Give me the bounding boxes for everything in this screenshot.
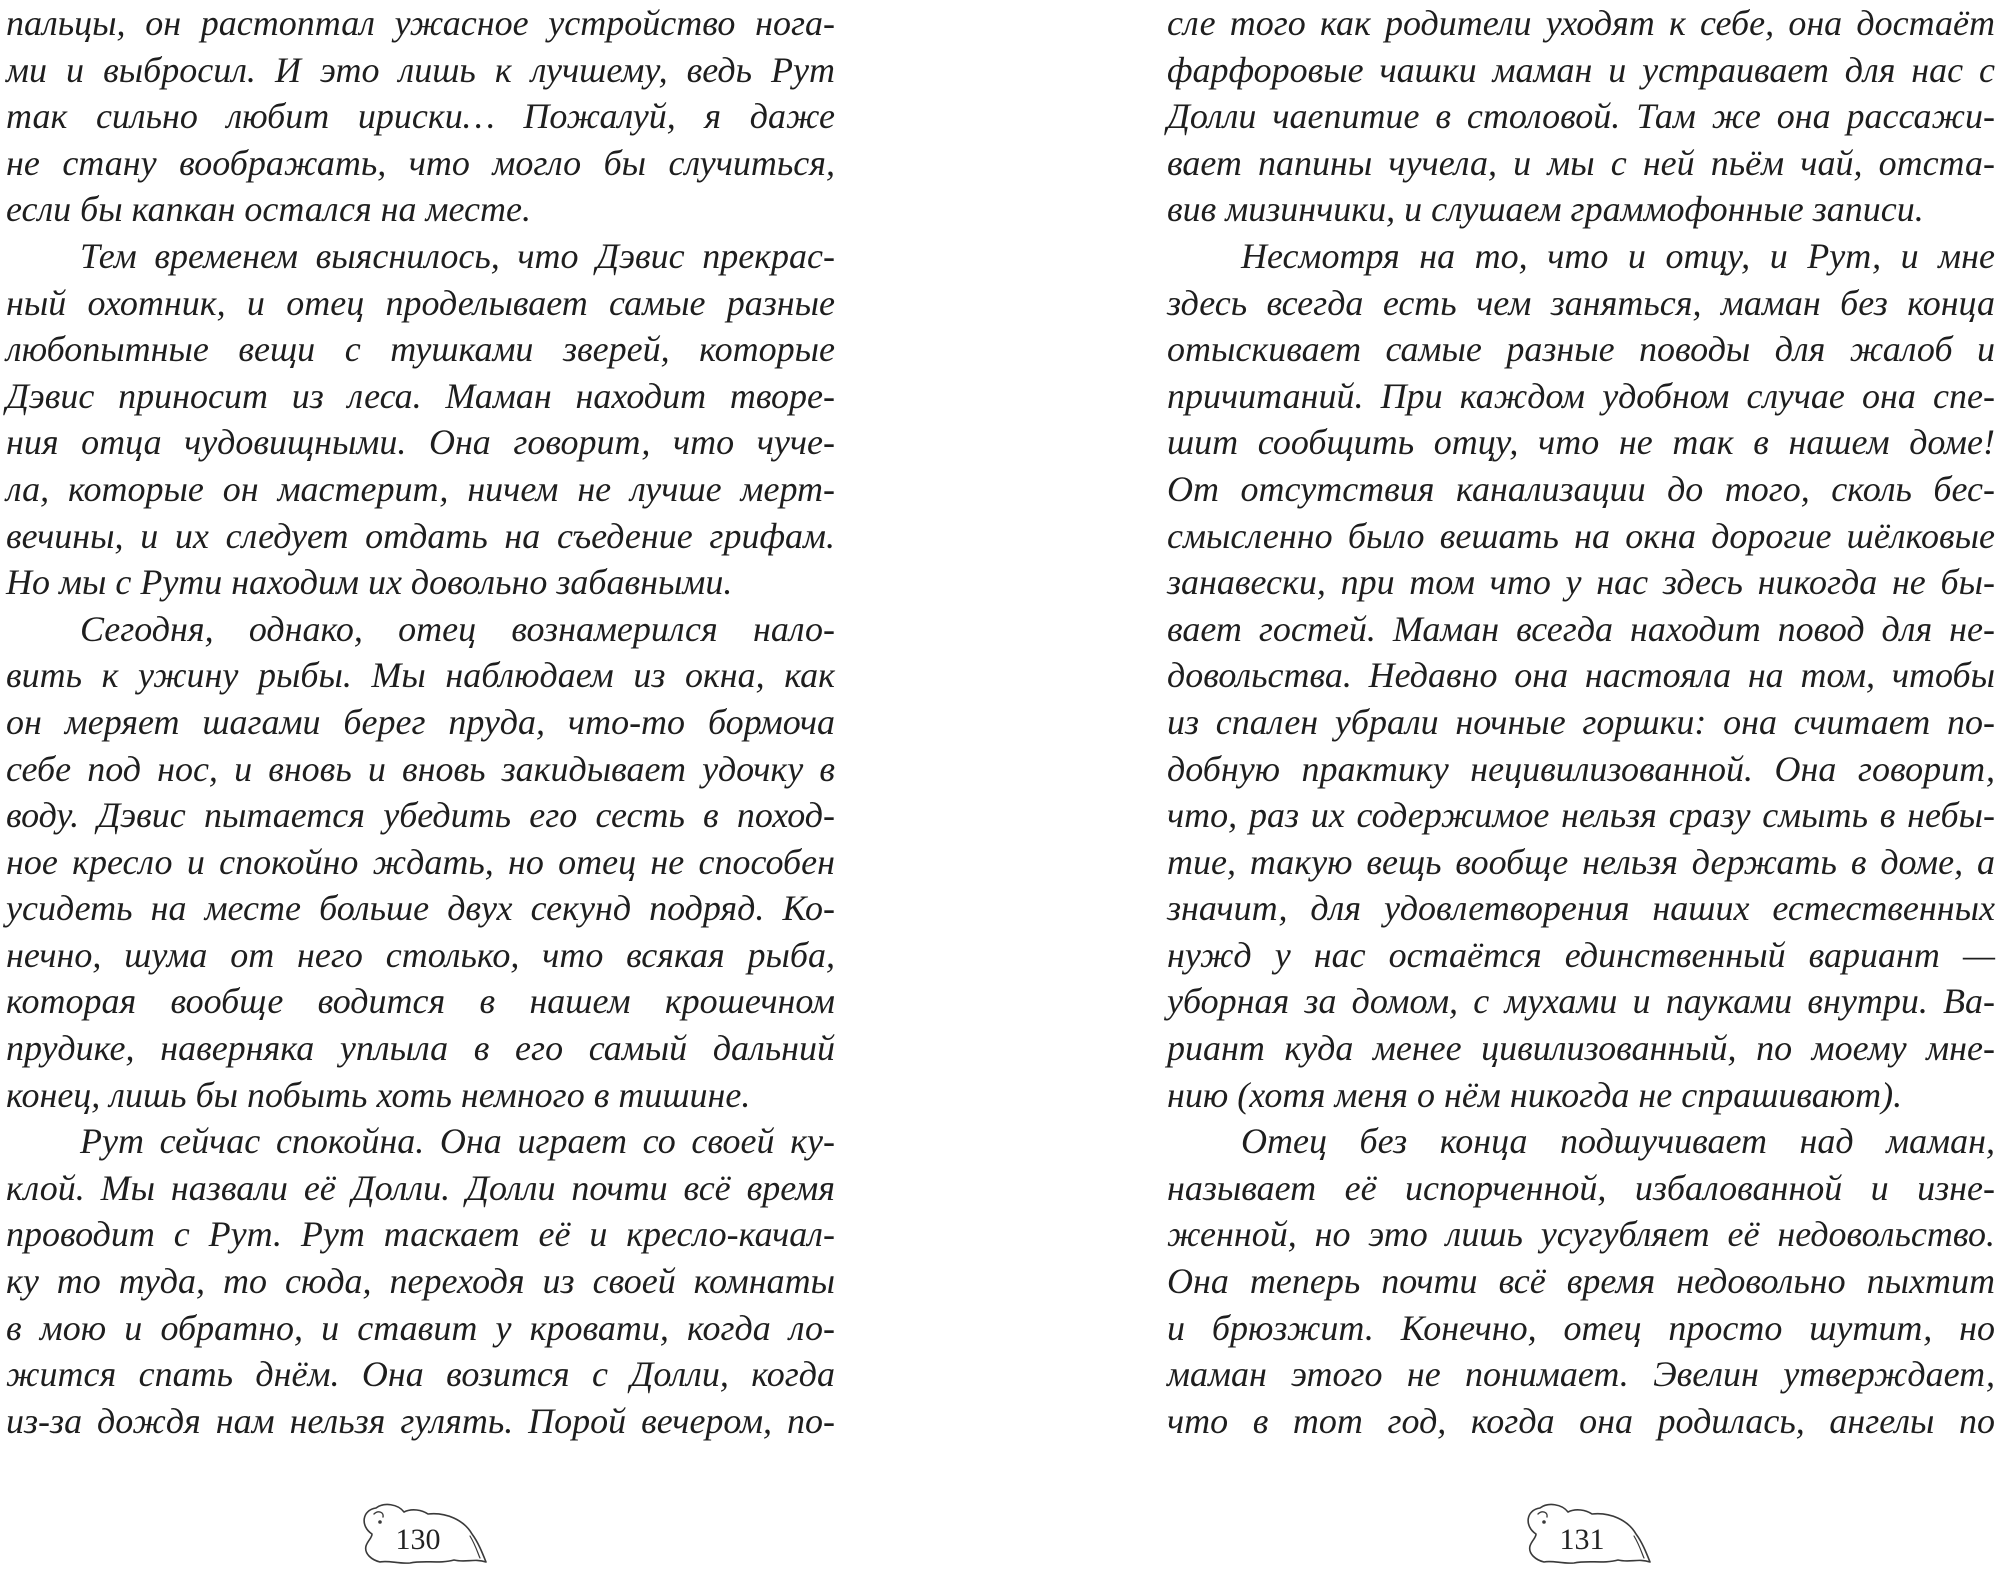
text-line: нужд у нас остаётся единственный вариант — <box>1167 934 1995 975</box>
text-line: Сегодня, однако, отец вознамерился нало- <box>80 608 835 649</box>
text-line: Долли чаепитие в столовой. Там же она рассажи- <box>1167 96 1995 137</box>
text-line: так сильно любит ириски… Пожалуй, я даже <box>6 96 835 137</box>
text-line: не стану воображать, что могло бы случиться, <box>6 142 835 183</box>
text-line: шит сообщить отцу, что не так в нашем доме! <box>1167 422 1995 463</box>
text-line: вить к ужину рыбы. Мы наблюдаем из окна, как <box>6 655 835 696</box>
text-line: ми и выбросил. И это лишь к лучшему, ведь Рут <box>6 49 835 90</box>
text-line: проводит с Рут. Рут таскает её и кресло-качал- <box>6 1214 835 1255</box>
paragraph <box>6 233 835 606</box>
paragraph <box>1167 1118 1995 1444</box>
text-line: ное кресло и спокойно ждать, но отец не способен <box>6 841 835 882</box>
text-line: Но мы с Рути находим их довольно забавными. <box>6 562 733 603</box>
text-line: конец, лишь бы побыть хоть немного в тишине. <box>6 1074 751 1115</box>
text-line: уборная за домом, с мухами и пауками внутри. Ва- <box>1167 981 1995 1022</box>
text-line: что, раз их содержимое нельзя сразу смыть в небы- <box>1167 795 1995 836</box>
text-line: Тем временем выяснилось, что Дэвис прекрас- <box>80 235 835 276</box>
paragraph <box>6 606 835 1119</box>
text-line: отыскивает самые разные поводы для жалоб и <box>1167 329 1995 370</box>
text-line: здесь всегда есть чем заняться, маман без конца <box>1167 282 1995 323</box>
paragraph <box>1167 233 1995 1118</box>
text-line: тие, такую вещь вообще нельзя держать в доме, а <box>1167 841 1995 882</box>
text-line: пальцы, он растоптал ужасное устройство нога- <box>6 3 835 43</box>
text-line: сле того как родители уходят к себе, она достаёт <box>1167 3 1995 43</box>
text-line: ный охотник, и отец проделывает самые разные <box>6 282 835 323</box>
right-page <box>1000 0 2000 1569</box>
text-line: Несмотря на то, что и отцу, и Рут, и мне <box>1241 235 1995 276</box>
text-line: причитаний. При каждом удобном случае она спе- <box>1167 375 1995 416</box>
text-line: ла, которые он мастерит, ничем не лучше мерт- <box>6 468 835 509</box>
text-line: ку то туда, то сюда, переходя из своей комнаты <box>6 1261 835 1302</box>
text-line: довольства. Недавно она настояла на том, чтобы <box>1167 655 1995 696</box>
text-line: вив мизинчики, и слушаем граммофонные записи. <box>1167 189 1924 230</box>
text-line: смысленно было вешать на окна дорогие шёлковые <box>1167 515 1995 556</box>
text-line: называет её испорченной, избалованной и изне- <box>1167 1167 1995 1208</box>
text-line: он меряет шагами берег пруда, что-то бормоча <box>6 701 835 742</box>
text-line: если бы капкан остался на месте. <box>6 189 531 230</box>
text-line: женной, но это лишь усугубляет её недовольство. <box>1167 1214 1995 1255</box>
text-line: нечно, шума от него столько, что всякая рыба, <box>6 934 835 975</box>
text-line: вает папины чучела, и мы с ней пьём чай, отста- <box>1167 142 1995 183</box>
text-line: и брюзжит. Конечно, отец просто шутит, но <box>1167 1307 1995 1348</box>
text-line: риант куда менее цивилизованный, по моему мне- <box>1167 1028 1995 1069</box>
text-line: значит, для удовлетворения наших естественных <box>1167 888 1995 929</box>
text-column <box>1167 0 1995 1444</box>
text-line: добную практику нецивилизованной. Она говорит, <box>1167 748 1995 789</box>
text-line: прудике, наверняка уплыла в его самый дальний <box>6 1028 835 1069</box>
text-line: себе под нос, и вновь и вновь закидывает удочку в <box>6 748 835 789</box>
text-line: фарфоровые чашки маман и устраивает для нас с <box>1167 49 1995 90</box>
text-line: из-за дождя нам нельзя гулять. Порой вечером, по- <box>6 1400 835 1441</box>
text-line: вечины, и их следует отдать на съедение грифам. <box>6 515 835 556</box>
text-column <box>6 0 835 1444</box>
text-line: из спален убрали ночные горшки: она считает по- <box>1167 701 1995 742</box>
page-folio <box>1514 1500 1654 1566</box>
text-line: в мою и обратно, и ставит у кровати, когда ло- <box>6 1307 835 1348</box>
text-line: занавески, при том что у нас здесь никогда не бы- <box>1167 562 1995 603</box>
text-line: нию (хотя меня о нём никогда не спрашивают). <box>1167 1074 1903 1115</box>
page-number: 130 <box>395 1523 441 1556</box>
text-line: которая вообще водится в нашем крошечном <box>6 981 835 1022</box>
paragraph <box>1167 0 1995 233</box>
page-folio <box>350 1500 490 1566</box>
text-line: От отсутствия канализации до того, сколь бес- <box>1167 468 1995 509</box>
text-line: ния отца чудовищными. Она говорит, что чуче- <box>6 422 835 463</box>
paragraph <box>6 0 835 233</box>
text-line: усидеть на месте больше двух секунд подряд. Ко- <box>6 888 835 929</box>
text-line: воду. Дэвис пытается убедить его сесть в поход- <box>6 795 835 836</box>
text-line: маман этого не понимает. Эвелин утверждает, <box>1167 1354 1995 1395</box>
text-line: вает гостей. Маман всегда находит повод для не- <box>1167 608 1995 649</box>
text-line: что в тот год, когда она родилась, ангелы по <box>1167 1400 1995 1441</box>
text-line: Она теперь почти всё время недовольно пыхтит <box>1167 1261 1995 1302</box>
text-line: Отец без конца подшучивает над маман, <box>1241 1121 1995 1162</box>
text-line: жится спать днём. Она возится с Долли, когда <box>6 1354 835 1395</box>
text-line: клой. Мы назвали её Долли. Долли почти всё время <box>6 1167 835 1208</box>
text-line: Рут сейчас спокойна. Она играет со своей ку- <box>80 1121 835 1162</box>
paragraph <box>6 1118 835 1444</box>
text-line: любопытные вещи с тушками зверей, которые <box>6 329 835 370</box>
text-line: Дэвис приносит из леса. Маман находит творе- <box>6 375 835 416</box>
page-number: 131 <box>1559 1523 1605 1556</box>
